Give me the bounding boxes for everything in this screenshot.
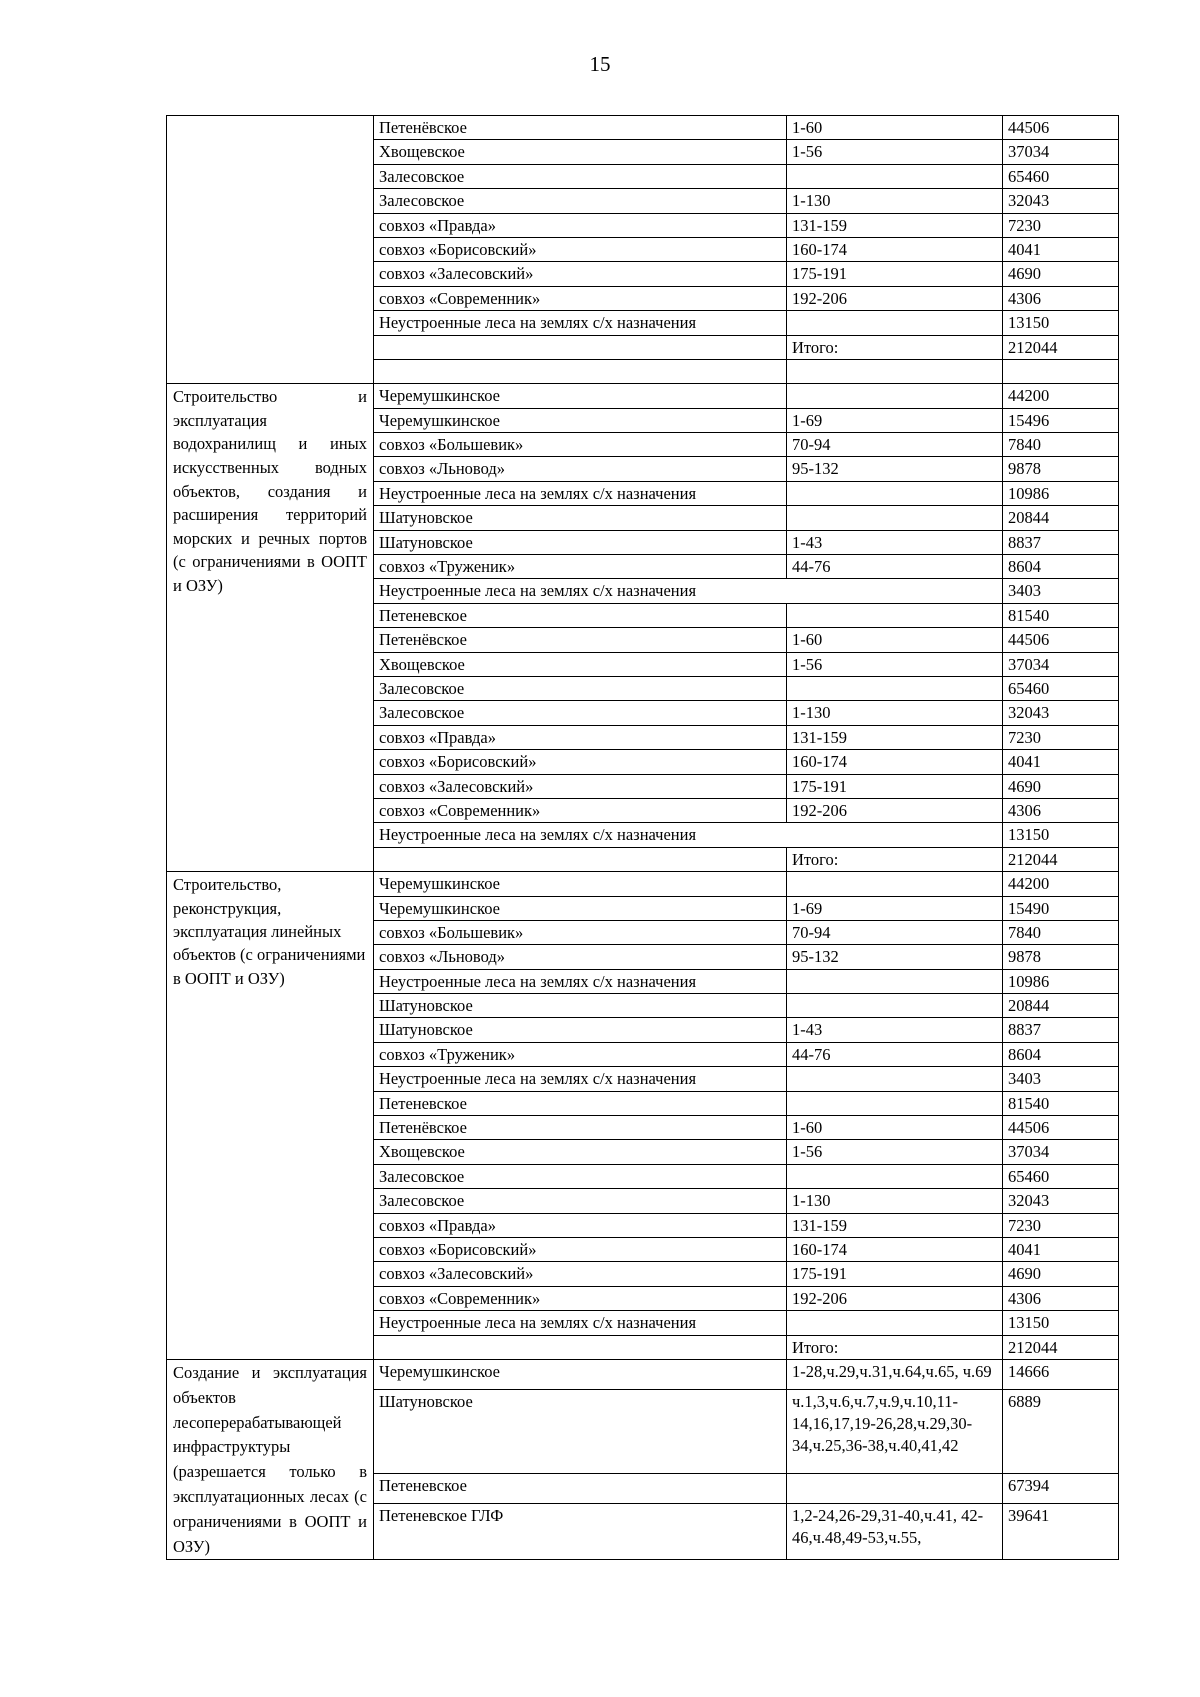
area-cell: 10986	[1003, 969, 1119, 993]
quarters-cell: 70-94	[787, 433, 1003, 457]
area-cell: 7230	[1003, 1213, 1119, 1237]
forestry-name-cell: Хвощевское	[374, 140, 787, 164]
quarters-cell	[787, 1164, 1003, 1188]
quarters-cell: 95-132	[787, 945, 1003, 969]
forestry-name-cell: совхоз «Труженик»	[374, 1042, 787, 1066]
quarters-cell: 175-191	[787, 262, 1003, 286]
area-cell: 4690	[1003, 262, 1119, 286]
quarters-cell	[787, 1311, 1003, 1335]
quarters-cell: 175-191	[787, 774, 1003, 798]
page-number: 15	[589, 52, 611, 76]
quarters-cell: 1,2-24,26-29,31-40,ч.41, 42-46,ч.48,49-53,ч.55,	[787, 1503, 1003, 1560]
area-cell: 44506	[1003, 628, 1119, 652]
quarters-cell: 70-94	[787, 920, 1003, 944]
activity-cell: Создание и эксплуатация объектов лесоперерабатывающей инфраструктуры (разрешается только в эксплуатационных лесах (с ограничениями в ООПТ и ОЗУ)	[167, 1359, 374, 1559]
quarters-cell: 131-159	[787, 1213, 1003, 1237]
forestry-name-cell: Петеневское ГЛФ	[374, 1503, 787, 1560]
area-cell: 3403	[1003, 579, 1119, 603]
forestry-name-cell: совхоз «Современник»	[374, 286, 787, 310]
area-cell: 37034	[1003, 140, 1119, 164]
quarters-cell: Итого:	[787, 335, 1003, 359]
quarters-cell	[787, 384, 1003, 408]
forestry-name-cell	[374, 335, 787, 359]
quarters-cell: 1-28,ч.29,ч.31,ч.64,ч.65, ч.69	[787, 1359, 1003, 1389]
quarters-cell: 1-69	[787, 408, 1003, 432]
forestry-name-cell	[374, 359, 787, 383]
quarters-cell	[787, 164, 1003, 188]
forestry-name-cell: Петенёвское	[374, 628, 787, 652]
area-cell: 4306	[1003, 286, 1119, 310]
quarters-cell: 1-69	[787, 896, 1003, 920]
area-cell: 44200	[1003, 872, 1119, 896]
area-cell: 65460	[1003, 676, 1119, 700]
forestry-name-cell: Залесовское	[374, 676, 787, 700]
quarters-cell	[787, 969, 1003, 993]
area-cell: 3403	[1003, 1067, 1119, 1091]
quarters-cell: 131-159	[787, 725, 1003, 749]
quarters-cell: 1-43	[787, 1018, 1003, 1042]
quarters-cell: 95-132	[787, 457, 1003, 481]
forestry-name-cell: Неустроенные леса на землях с/х назначения	[374, 969, 787, 993]
area-cell: 4690	[1003, 774, 1119, 798]
forestry-name-cell: Неустроенные леса на землях с/х назначения	[374, 579, 1003, 603]
area-cell: 65460	[1003, 1164, 1119, 1188]
forestry-name-cell: Черемушкинское	[374, 896, 787, 920]
forestry-name-cell: Шатуновское	[374, 506, 787, 530]
forestry-name-cell: совхоз «Современник»	[374, 798, 787, 822]
area-cell: 212044	[1003, 335, 1119, 359]
table-row	[167, 872, 1119, 896]
forestry-name-cell: Залесовское	[374, 701, 787, 725]
forestry-name-cell: Черемушкинское	[374, 872, 787, 896]
forestry-name-cell: Петеневское	[374, 1473, 787, 1503]
area-cell: 8837	[1003, 1018, 1119, 1042]
quarters-cell: 44-76	[787, 1042, 1003, 1066]
area-cell: 7840	[1003, 433, 1119, 457]
area-cell: 8604	[1003, 555, 1119, 579]
table-body	[167, 116, 1119, 1560]
area-cell: 44506	[1003, 1116, 1119, 1140]
quarters-cell: 1-43	[787, 530, 1003, 554]
forestry-name-cell: Шатуновское	[374, 994, 787, 1018]
area-cell: 81540	[1003, 1091, 1119, 1115]
area-cell: 4041	[1003, 237, 1119, 261]
quarters-cell: 1-130	[787, 189, 1003, 213]
quarters-cell	[787, 1067, 1003, 1091]
forestry-name-cell: совхоз «Большевик»	[374, 920, 787, 944]
quarters-cell	[787, 994, 1003, 1018]
area-cell: 81540	[1003, 603, 1119, 627]
area-cell: 7230	[1003, 725, 1119, 749]
area-cell: 15496	[1003, 408, 1119, 432]
area-cell: 65460	[1003, 164, 1119, 188]
quarters-cell: 1-56	[787, 652, 1003, 676]
forestry-name-cell: Залесовское	[374, 1189, 787, 1213]
area-cell: 44506	[1003, 116, 1119, 140]
area-cell: 15490	[1003, 896, 1119, 920]
area-cell: 20844	[1003, 506, 1119, 530]
forestry-name-cell: Неустроенные леса на землях с/х назначения	[374, 1311, 787, 1335]
forestry-name-cell: Неустроенные леса на землях с/х назначения	[374, 1067, 787, 1091]
area-cell: 4041	[1003, 750, 1119, 774]
quarters-cell: 1-130	[787, 701, 1003, 725]
forestry-name-cell: Неустроенные леса на землях с/х назначения	[374, 481, 787, 505]
area-cell: 9878	[1003, 945, 1119, 969]
forestry-name-cell: совхоз «Льновод»	[374, 457, 787, 481]
forestry-name-cell: Залесовское	[374, 164, 787, 188]
table-row	[167, 384, 1119, 408]
quarters-cell: 160-174	[787, 1237, 1003, 1261]
activity-cell: Строительство, реконструкция, эксплуатация линейных объектов (с ограничениями в ООПТ и ОЗУ)	[167, 872, 374, 1360]
forestry-name-cell: совхоз «Правда»	[374, 725, 787, 749]
area-cell: 4306	[1003, 798, 1119, 822]
quarters-cell: 1-130	[787, 1189, 1003, 1213]
forestry-name-cell: Залесовское	[374, 1164, 787, 1188]
area-cell: 212044	[1003, 847, 1119, 871]
area-cell: 4041	[1003, 1237, 1119, 1261]
area-cell: 32043	[1003, 1189, 1119, 1213]
forestry-name-cell: совхоз «Борисовский»	[374, 1237, 787, 1261]
quarters-cell	[787, 1091, 1003, 1115]
forestry-name-cell: совхоз «Современник»	[374, 1286, 787, 1310]
forestry-name-cell: Петенёвское	[374, 1116, 787, 1140]
activity-cell: Строительство и эксплуатация водохранилищ и иных искусственных водных объектов, создания и расширения территорий морских и речных портов (с ограничениями в ООПТ и ОЗУ)	[167, 384, 374, 872]
forestry-name-cell: совхоз «Борисовский»	[374, 750, 787, 774]
area-cell: 39641	[1003, 1503, 1119, 1560]
forestry-name-cell: Черемушкинское	[374, 1359, 787, 1389]
area-cell: 4690	[1003, 1262, 1119, 1286]
quarters-cell: 160-174	[787, 237, 1003, 261]
forestry-name-cell: Петенёвское	[374, 116, 787, 140]
area-cell: 212044	[1003, 1335, 1119, 1359]
forestry-name-cell: совхоз «Залесовский»	[374, 774, 787, 798]
quarters-cell: 160-174	[787, 750, 1003, 774]
forestry-name-cell: Петеневское	[374, 1091, 787, 1115]
area-cell: 6889	[1003, 1389, 1119, 1473]
forestry-name-cell: совхоз «Правда»	[374, 1213, 787, 1237]
area-cell: 14666	[1003, 1359, 1119, 1389]
quarters-cell: 131-159	[787, 213, 1003, 237]
quarters-cell: 44-76	[787, 555, 1003, 579]
quarters-cell: 1-56	[787, 1140, 1003, 1164]
forestry-name-cell: Шатуновское	[374, 530, 787, 554]
quarters-cell	[787, 1473, 1003, 1503]
area-cell: 13150	[1003, 1311, 1119, 1335]
quarters-cell: ч.1,3,ч.6,ч.7,ч.9,ч.10,11-14,16,17,19-26,28,ч.29,30-34,ч.25,36-38,ч.40,41,42	[787, 1389, 1003, 1473]
area-cell: 20844	[1003, 994, 1119, 1018]
area-cell: 13150	[1003, 823, 1119, 847]
forestry-name-cell: Хвощевское	[374, 1140, 787, 1164]
forestry-name-cell: совхоз «Труженик»	[374, 555, 787, 579]
area-cell: 8837	[1003, 530, 1119, 554]
area-cell: 44200	[1003, 384, 1119, 408]
forestry-name-cell: Хвощевское	[374, 652, 787, 676]
forestry-name-cell: Шатуновское	[374, 1018, 787, 1042]
quarters-cell: Итого:	[787, 1335, 1003, 1359]
quarters-cell: 192-206	[787, 1286, 1003, 1310]
quarters-cell: 1-60	[787, 116, 1003, 140]
quarters-cell: 175-191	[787, 1262, 1003, 1286]
area-cell: 67394	[1003, 1473, 1119, 1503]
forestry-name-cell: совхоз «Большевик»	[374, 433, 787, 457]
quarters-cell: 192-206	[787, 286, 1003, 310]
forestry-name-cell: Черемушкинское	[374, 408, 787, 432]
forestry-name-cell: Неустроенные леса на землях с/х назначения	[374, 311, 787, 335]
table-row	[167, 1359, 1119, 1389]
forestry-name-cell: совхоз «Льновод»	[374, 945, 787, 969]
area-cell: 32043	[1003, 189, 1119, 213]
area-cell: 37034	[1003, 652, 1119, 676]
forestry-name-cell: совхоз «Залесовский»	[374, 1262, 787, 1286]
quarters-cell	[787, 359, 1003, 383]
quarters-cell: 1-60	[787, 1116, 1003, 1140]
area-cell: 8604	[1003, 1042, 1119, 1066]
quarters-cell	[787, 481, 1003, 505]
quarters-cell: Итого:	[787, 847, 1003, 871]
forestry-name-cell: Шатуновское	[374, 1389, 787, 1473]
quarters-cell	[787, 603, 1003, 627]
table-row	[167, 116, 1119, 140]
area-cell: 7230	[1003, 213, 1119, 237]
quarters-cell: 192-206	[787, 798, 1003, 822]
quarters-cell	[787, 872, 1003, 896]
area-cell: 4306	[1003, 1286, 1119, 1310]
area-cell: 7840	[1003, 920, 1119, 944]
forestry-name-cell: Черемушкинское	[374, 384, 787, 408]
forest-use-table	[166, 115, 1119, 1560]
area-cell: 37034	[1003, 1140, 1119, 1164]
activity-cell	[167, 116, 374, 384]
quarters-cell: 1-56	[787, 140, 1003, 164]
quarters-cell: 1-60	[787, 628, 1003, 652]
quarters-cell	[787, 506, 1003, 530]
quarters-cell	[787, 311, 1003, 335]
forestry-name-cell	[374, 1335, 787, 1359]
area-cell	[1003, 359, 1119, 383]
forestry-name-cell: совхоз «Залесовский»	[374, 262, 787, 286]
forestry-name-cell	[374, 847, 787, 871]
forestry-name-cell: Залесовское	[374, 189, 787, 213]
forestry-name-cell: Неустроенные леса на землях с/х назначения	[374, 823, 1003, 847]
forestry-name-cell: совхоз «Борисовский»	[374, 237, 787, 261]
forestry-name-cell: совхоз «Правда»	[374, 213, 787, 237]
forestry-name-cell: Петеневское	[374, 603, 787, 627]
quarters-cell	[787, 676, 1003, 700]
area-cell: 10986	[1003, 481, 1119, 505]
area-cell: 9878	[1003, 457, 1119, 481]
area-cell: 13150	[1003, 311, 1119, 335]
area-cell: 32043	[1003, 701, 1119, 725]
